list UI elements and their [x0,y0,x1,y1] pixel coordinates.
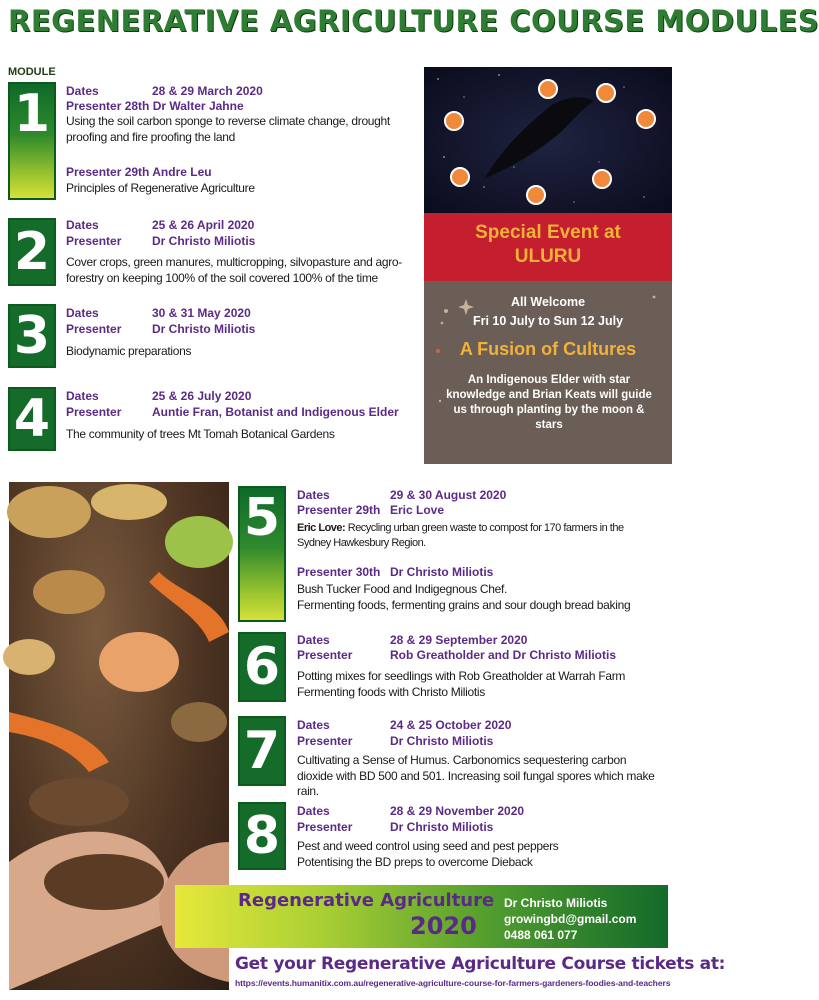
special-event-panel [424,67,672,464]
module-8-dates: 28 & 29 November 2020 [390,804,525,818]
banner-year: 2020 [410,912,477,940]
module-8-desc2: Potentising the BD preps to overcome Dieback [297,855,533,869]
module-4-presenter-label: Presenter [66,405,122,419]
module-7-dates-label: Dates [297,718,330,732]
module-1-number: 1 [8,82,56,200]
module-7-number: 7 [238,716,286,786]
module-8-presenter-label: Presenter [297,820,353,834]
module-5-desc-a-lead: Eric Love: [297,522,346,534]
module-3-dates-label: Dates [66,306,99,320]
event-welcome-text: All Welcome [510,295,586,309]
contact-phone: 0488 061 077 [504,928,578,942]
event-subtitle: A Fusion of Cultures [459,339,637,359]
module-6-presenter: Rob Greatholder and Dr Christo Miliotis [390,648,617,662]
module-2-dates-label: Dates [66,218,99,232]
module-1-desc-b: Principles of Regenerative Agriculture [66,181,255,195]
module-5-presenter-b: Dr Christo Miliotis [390,565,494,579]
module-6-presenter-label: Presenter [297,648,353,662]
module-8-number: 8 [238,802,286,870]
module-8-desc1: Pest and weed control using seed and pest peppers [297,839,559,853]
module-5-number: 5 [238,486,286,622]
module-3-desc: Biodynamic preparations [66,344,192,358]
module-1-desc-a: Using the soil carbon sponge to reverse climate change, drought proofing and fire proofing the land [66,114,390,144]
contact-email[interactable]: growingbd@gmail.com [504,912,637,926]
contact-name: Dr Christo Miliotis [504,896,608,910]
module-3-presenter-label: Presenter [66,322,122,336]
module-6-desc2: Fermenting foods with Christo Miliotis [297,685,486,699]
module-7-presenter: Dr Christo Miliotis [390,734,494,748]
star-sky-artwork [424,67,672,213]
module-3-presenter: Dr Christo Miliotis [152,322,256,336]
module-5-presenter-a: Eric Love [390,503,445,517]
module-1-presenter-a: Presenter 28th Dr Walter Jahne [66,99,244,113]
module-2-presenter-label: Presenter [66,234,122,248]
module-6-dates-label: Dates [297,633,330,647]
module-8-presenter: Dr Christo Miliotis [390,820,494,834]
module-5-desc-a-text: Recycling urban green waste to compost for 170 farmers in the Sydney Hawkesbury Region. [297,522,624,549]
module-2-dates: 25 & 26 April 2020 [152,218,255,232]
module-3-number: 3 [8,304,56,368]
module-5-presenter-a-label: Presenter 29th [297,503,381,517]
module-1-dates: 28 & 29 March 2020 [152,84,263,98]
event-title-line-2: ULURU [514,246,582,267]
module-8-dates-label: Dates [297,804,330,818]
module-7-dates: 24 & 25 October 2020 [390,718,512,732]
event-dates: Fri 10 July to Sun 12 July [472,314,624,328]
tickets-link[interactable]: https://events.humanitix.com.au/regenerative-agriculture-course-for-farmers-gardeners-foodies-and-teachers [235,978,671,988]
emu-and-stars-icon [424,67,672,213]
module-5-desc-a [297,521,637,551]
tickets-heading: Get your Regenerative Agriculture Course tickets at: [235,954,726,974]
module-5-dates-label: Dates [297,488,330,502]
module-6-number: 6 [238,632,286,702]
banner-title: Regenerative Agriculture [238,890,495,911]
module-4-dates: 25 & 26 July 2020 [152,389,252,403]
contact-info [504,895,636,943]
module-4-presenter: Auntie Fran, Botanist and Indigenous Elder [152,405,399,419]
module-2-desc: Cover crops, green manures, multicropping, silvopasture and agro-forestry on keeping 100% of the soil covered 100% of the time [66,255,403,285]
module-5-dates: 29 & 30 August 2020 [390,488,507,502]
module-2-presenter: Dr Christo Miliotis [152,234,256,248]
module-4-desc: The community of trees Mt Tomah Botanical Gardens [66,427,335,441]
module-7-desc: Cultivating a Sense of Humus. Carbonomics sequestering carbon dioxide with BD 500 and 501. Increasing soil fungal spores which make rain. [297,753,655,798]
module-4-number: 4 [8,387,56,451]
module-1-dates-label: Dates [66,84,99,98]
module-2-number: 2 [8,218,56,286]
module-5-presenter-b-label: Presenter 30th [297,565,381,579]
page-title: REGENERATIVE AGRICULTURE COURSE MODULES [8,4,819,38]
event-welcome [424,293,672,331]
module-5-desc-b2: Fermenting foods, fermenting grains and sour dough bread baking [297,598,631,612]
event-title-line-1: Special Event at [475,222,621,243]
module-4-dates-label: Dates [66,389,99,403]
event-title [424,221,672,269]
event-body: An Indigenous Elder with star knowledge and Brian Keats will guide us through planting by the moon & stars [446,374,652,431]
module-column-label: MODULE [8,66,56,78]
module-6-dates: 28 & 29 September 2020 [390,633,528,647]
module-5-desc-b1: Bush Tucker Food and Indigegnous Chef. [297,582,508,596]
module-3-dates: 30 & 31 May 2020 [152,306,251,320]
module-6-desc1: Potting mixes for seedlings with Rob Greatholder at Warrah Farm [297,669,626,683]
module-1-presenter-b: Presenter 29th Andre Leu [66,165,212,179]
module-7-presenter-label: Presenter [297,734,353,748]
